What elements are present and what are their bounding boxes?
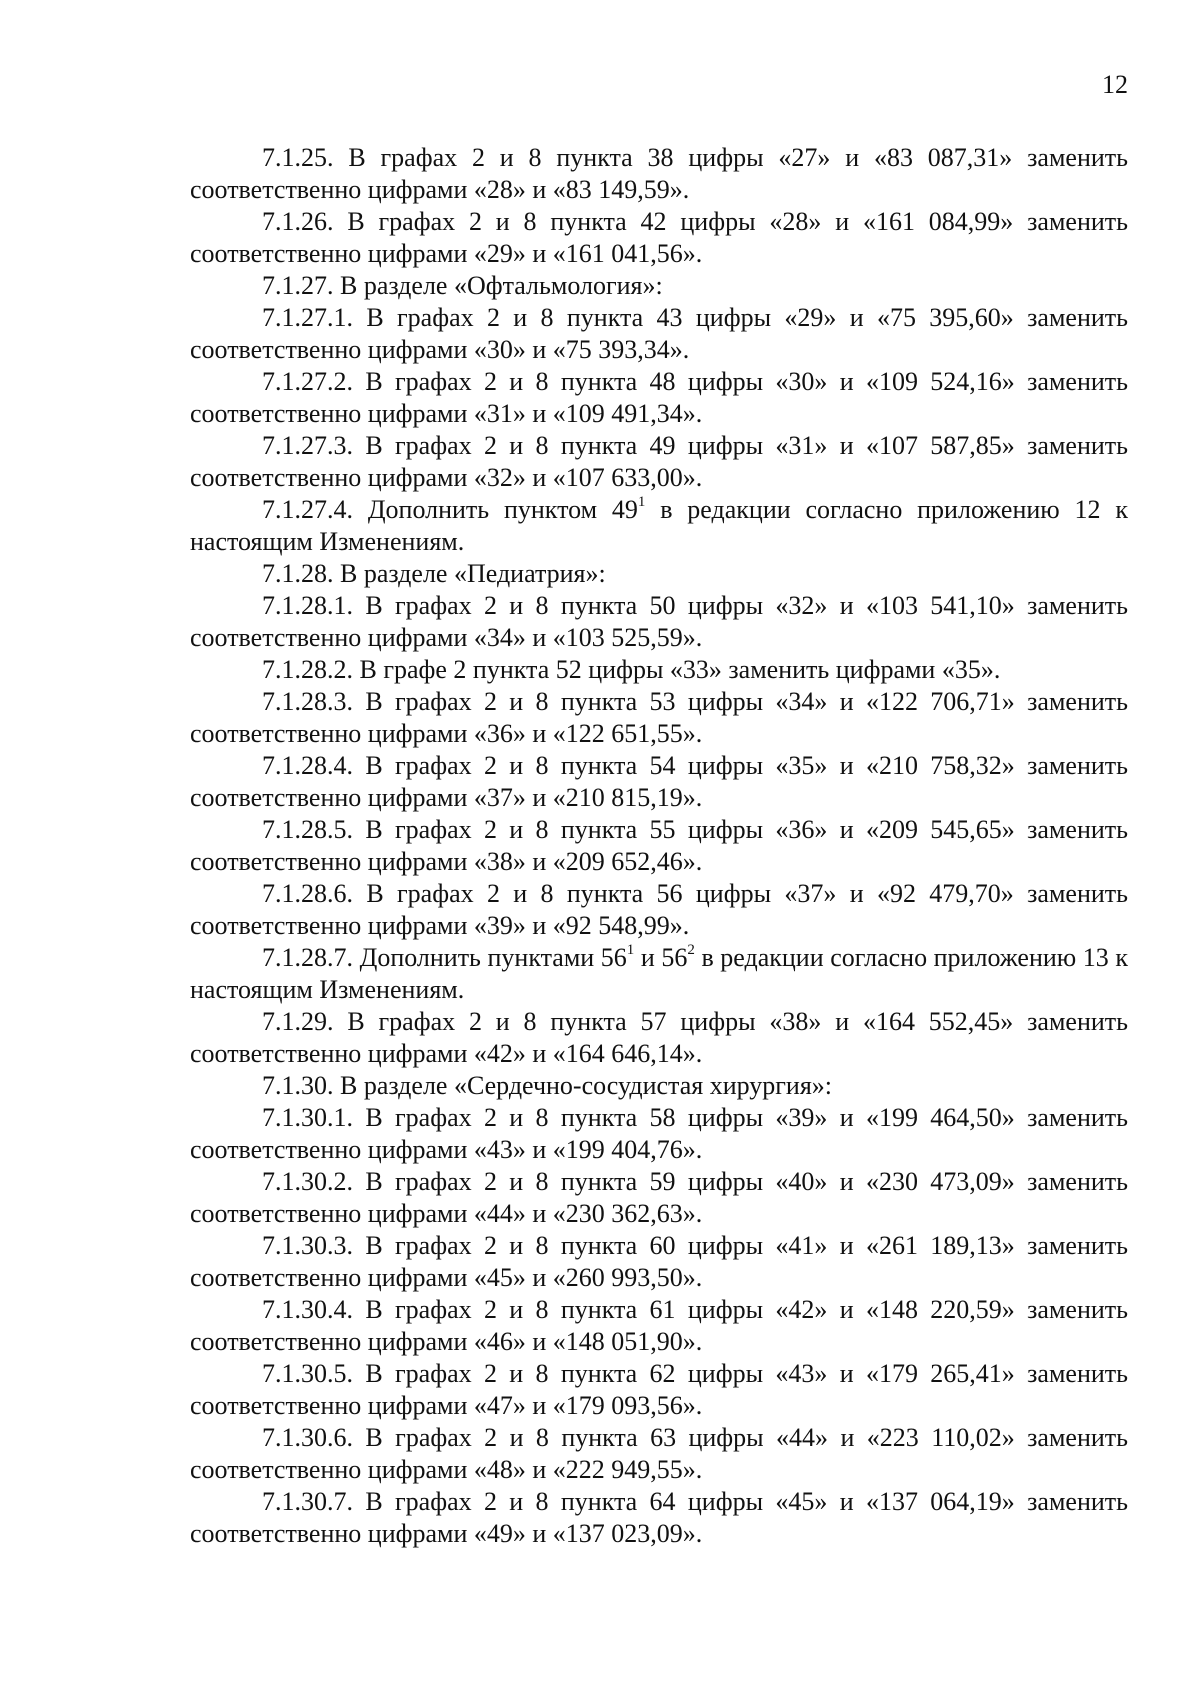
section-heading-ophthalmology: 7.1.27. В разделе «Офтальмология»: xyxy=(262,271,663,300)
paragraph-7-1-25: 7.1.25. В графах 2 и 8 пункта 38 цифры «27» и «83 087,31» заменить соответственно цифрами «28» и «83 149,59». xyxy=(190,143,1128,204)
paragraph-text: 7.1.27.4. Дополнить пунктом 49 xyxy=(262,495,638,524)
paragraph-7-1-30-3: 7.1.30.3. В графах 2 и 8 пункта 60 цифры «41» и «261 189,13» заменить соответственно цифрами «45» и «260 993,50». xyxy=(190,1231,1128,1292)
superscript: 2 xyxy=(687,942,695,959)
paragraph-7-1-28-1: 7.1.28.1. В графах 2 и 8 пункта 50 цифры «32» и «103 541,10» заменить соответственно цифрами «34» и «103 525,59». xyxy=(190,591,1128,652)
paragraph-text: в редакции согласно приложению 12 к настоящим Изменениям. xyxy=(190,495,1128,556)
paragraph-text: в редакции согласно приложению 13 к настоящим Изменениям. xyxy=(190,943,1128,1004)
paragraph-text: и 56 xyxy=(634,943,688,972)
paragraph-7-1-30-7: 7.1.30.7. В графах 2 и 8 пункта 64 цифры «45» и «137 064,19» заменить соответственно цифрами «49» и «137 023,09». xyxy=(190,1487,1128,1548)
paragraph-7-1-27-1: 7.1.27.1. В графах 2 и 8 пункта 43 цифры «29» и «75 395,60» заменить соответственно цифрами «30» и «75 393,34». xyxy=(190,303,1128,364)
section-heading-cardiovascular-surgery: 7.1.30. В разделе «Сердечно-сосудистая хирургия»: xyxy=(262,1071,833,1100)
page-number: 12 xyxy=(1102,70,1128,99)
superscript: 1 xyxy=(626,942,635,959)
paragraph-7-1-28-7 xyxy=(190,942,1128,1006)
paragraph-7-1-28-3: 7.1.28.3. В графах 2 и 8 пункта 53 цифры «34» и «122 706,71» заменить соответственно цифрами «36» и «122 651,55». xyxy=(190,687,1128,748)
paragraph-7-1-29: 7.1.29. В графах 2 и 8 пункта 57 цифры «38» и «164 552,45» заменить соответственно цифрами «42» и «164 646,14». xyxy=(190,1007,1128,1068)
paragraph-7-1-30-2: 7.1.30.2. В графах 2 и 8 пункта 59 цифры «40» и «230 473,09» заменить соответственно цифрами «44» и «230 362,63». xyxy=(190,1167,1128,1228)
superscript: 1 xyxy=(637,494,646,511)
paragraph-7-1-30-1: 7.1.30.1. В графах 2 и 8 пункта 58 цифры «39» и «199 464,50» заменить соответственно цифрами «43» и «199 404,76». xyxy=(190,1103,1128,1164)
paragraph-text: 7.1.28.7. Дополнить пунктами 56 xyxy=(262,943,627,972)
paragraph-7-1-28-2: 7.1.28.2. В графе 2 пункта 52 цифры «33» заменить цифрами «35». xyxy=(262,655,1001,684)
paragraph-7-1-30-5: 7.1.30.5. В графах 2 и 8 пункта 62 цифры «43» и «179 265,41» заменить соответственно цифрами «47» и «179 093,56». xyxy=(190,1359,1128,1420)
section-heading-pediatrics: 7.1.28. В разделе «Педиатрия»: xyxy=(262,559,606,588)
paragraph-7-1-26: 7.1.26. В графах 2 и 8 пункта 42 цифры «28» и «161 084,99» заменить соответственно цифрами «29» и «161 041,56». xyxy=(190,207,1128,268)
document-body xyxy=(190,142,1128,1550)
paragraph-7-1-27-2: 7.1.27.2. В графах 2 и 8 пункта 48 цифры «30» и «109 524,16» заменить соответственно цифрами «31» и «109 491,34». xyxy=(190,367,1128,428)
paragraph-7-1-27-4 xyxy=(190,494,1128,558)
paragraph-7-1-28-4: 7.1.28.4. В графах 2 и 8 пункта 54 цифры «35» и «210 758,32» заменить соответственно цифрами «37» и «210 815,19». xyxy=(190,751,1128,812)
paragraph-7-1-28-6: 7.1.28.6. В графах 2 и 8 пункта 56 цифры «37» и «92 479,70» заменить соответственно цифрами «39» и «92 548,99». xyxy=(190,879,1128,940)
paragraph-7-1-28-5: 7.1.28.5. В графах 2 и 8 пункта 55 цифры «36» и «209 545,65» заменить соответственно цифрами «38» и «209 652,46». xyxy=(190,815,1128,876)
paragraph-7-1-27-3: 7.1.27.3. В графах 2 и 8 пункта 49 цифры «31» и «107 587,85» заменить соответственно цифрами «32» и «107 633,00». xyxy=(190,431,1128,492)
paragraph-7-1-30-4: 7.1.30.4. В графах 2 и 8 пункта 61 цифры «42» и «148 220,59» заменить соответственно цифрами «46» и «148 051,90». xyxy=(190,1295,1128,1356)
paragraph-7-1-30-6: 7.1.30.6. В графах 2 и 8 пункта 63 цифры «44» и «223 110,02» заменить соответственно цифрами «48» и «222 949,55». xyxy=(190,1423,1128,1484)
